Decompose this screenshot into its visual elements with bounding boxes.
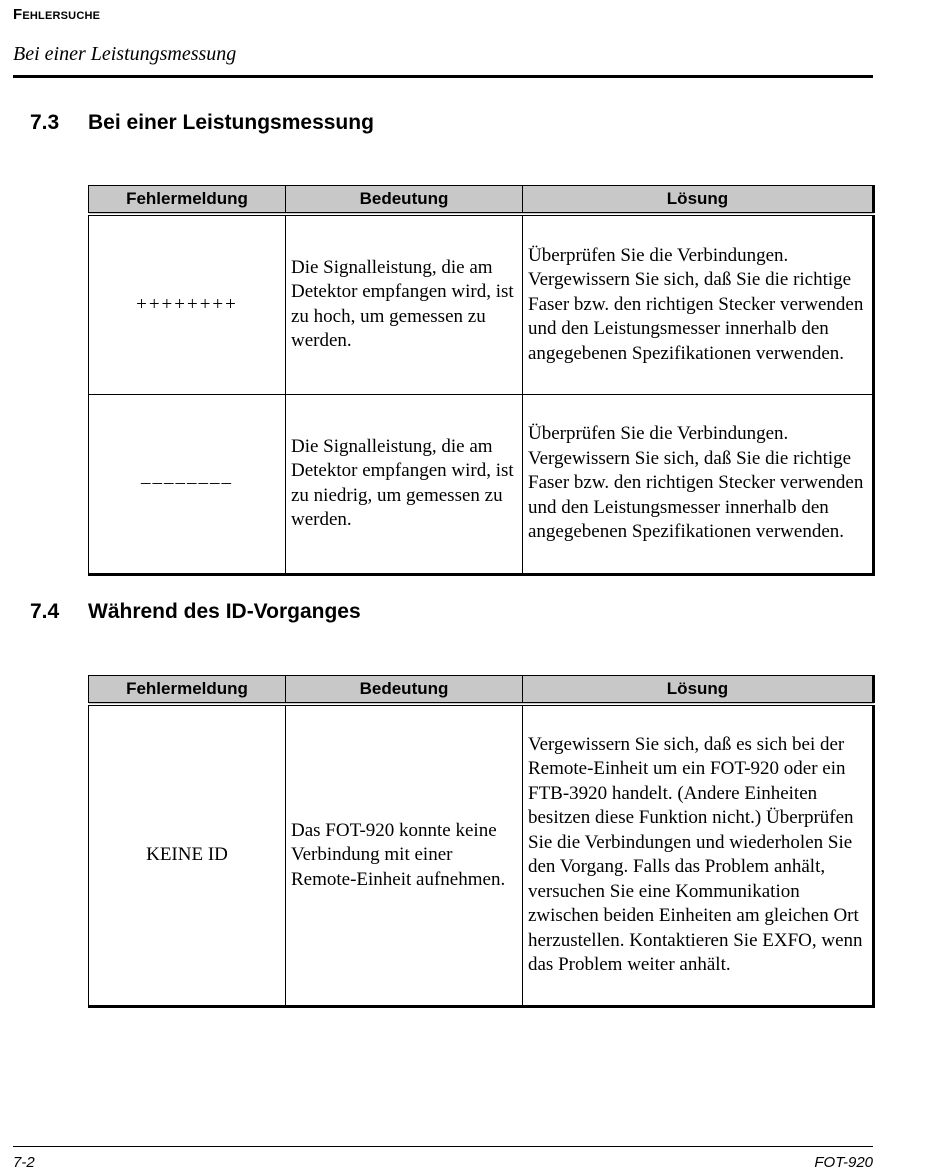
section-number: 7.4 [30, 600, 60, 623]
column-header-error-message: Fehlermeldung [89, 186, 286, 215]
meaning-cell: Die Signalleistung, die am Detektor empfangen wird, ist zu hoch, um gemessen zu werden. [286, 214, 523, 394]
error-table-id-procedure [88, 675, 875, 1008]
error-code-cell: KEINE ID [89, 704, 286, 1006]
meaning-cell: Die Signalleistung, die am Detektor empfangen wird, ist zu niedrig, um gemessen zu werden. [286, 394, 523, 574]
solution-cell: Vergewissern Sie sich, daß es sich bei der Remote-Einheit um ein FOT-920 oder ein FTB-3920 handelt. (Andere Einheiten besitzen diese Funktion nicht.) Überprüfen Sie die Verbindungen und wiederholen Sie den Vorgang. Falls das Problem anhält, versuchen Sie eine Kommunikation zwischen beiden Einheiten am gleichen Ort herzustellen. Kontaktieren Sie EXFO, wenn das Problem weiter anhält. [523, 704, 874, 1006]
solution-cell: Überprüfen Sie die Verbindungen. Vergewissern Sie sich, daß Sie die richtige Faser bzw. den richtigen Stecker verwenden und den Leistungsmesser innerhalb den angegebenen Spezifikationen verwenden. [523, 394, 874, 574]
running-subtitle: Bei einer Leistungsmessung [13, 43, 237, 65]
column-header-meaning: Bedeutung [286, 676, 523, 705]
column-header-solution: Lösung [523, 676, 874, 705]
column-header-solution: Lösung [523, 186, 874, 215]
solution-cell: Überprüfen Sie die Verbindungen. Vergewissern Sie sich, daß Sie die richtige Faser bzw. den richtigen Stecker verwenden und den Leistungsmesser innerhalb den angegebenen Spezifikationen verwenden. [523, 214, 874, 394]
section-heading-7-3 [30, 111, 374, 135]
table-header-row [89, 676, 874, 705]
error-code-cell: –––––––– [89, 394, 286, 574]
section-title: Während des ID-Vorganges [88, 600, 361, 623]
meaning-cell: Das FOT-920 konnte keine Verbindung mit einer Remote-Einheit aufnehmen. [286, 704, 523, 1006]
error-code-cell: ++++++++ [89, 214, 286, 394]
table-row [89, 214, 874, 394]
section-number: 7.3 [30, 111, 60, 134]
column-header-error-message: Fehlermeldung [89, 676, 286, 705]
table-header-row [89, 186, 874, 215]
section-title: Bei einer Leistungsmessung [88, 111, 374, 134]
footer-rule [13, 1146, 873, 1147]
chapter-title: Fehlersuche [13, 6, 101, 23]
column-header-meaning: Bedeutung [286, 186, 523, 215]
table-row [89, 704, 874, 1006]
table-row [89, 394, 874, 574]
header-rule [13, 75, 873, 78]
page-number: 7-2 [13, 1154, 35, 1171]
error-table-power-measurement [88, 185, 875, 576]
section-heading-7-4 [30, 600, 361, 624]
product-name: FOT-920 [814, 1154, 873, 1171]
